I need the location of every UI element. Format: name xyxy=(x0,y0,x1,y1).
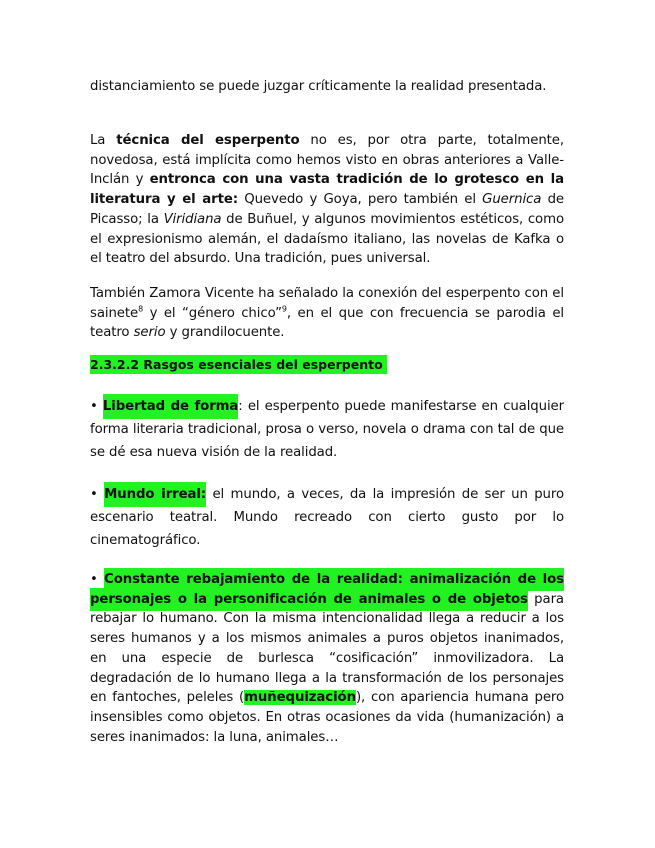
italic-guernica: Guernica xyxy=(482,192,542,208)
italic-serio: serio xyxy=(133,325,166,341)
bullet-dot: • xyxy=(90,572,98,587)
bullet-mundo xyxy=(90,483,564,552)
text-run: el esperpento puede manifestarse en cualquier forma literaria tradicional, prosa o verso, novela o drama con tal de que se dé esa nueva visión de la realidad. xyxy=(90,399,564,460)
label-libertad: Libertad de forma xyxy=(103,394,238,419)
text-run: : xyxy=(238,399,243,414)
section-heading xyxy=(90,355,387,374)
highlight-munequizacion: muñequización xyxy=(244,690,356,706)
text-run: Quevedo y Goya, pero también el xyxy=(237,192,483,208)
text-run: de Buñuel, y algunos movimientos estéticos, como el expresionismo alemán, el dadaísmo italiano, las novelas de Kafka o el teatro del absurdo. Una tradición, pues universal. xyxy=(90,211,564,267)
text-run: y el “género chico” xyxy=(143,305,282,321)
footnote-ref-8[interactable]: 8 xyxy=(138,304,144,314)
italic-viridiana: Viridiana xyxy=(163,211,222,227)
bullet-rebajamiento xyxy=(90,570,564,747)
heading-text: 2.3.2.2 Rasgos esenciales del esperpento xyxy=(90,355,387,374)
intro-text: distanciamiento se puede juzgar críticamente la realidad presentada. xyxy=(90,79,547,94)
text-run: ), con apariencia humana pero insensibles como objetos. En otras ocasiones da vida (humanización) a seres inanimados: la luna, animales… xyxy=(90,690,565,745)
paragraph-technique xyxy=(90,131,564,269)
text-run: También Zamora Vicente ha señalado la conexión del esperpento con el sainete xyxy=(90,286,564,321)
footnote-ref-9[interactable]: 9 xyxy=(281,304,287,314)
text-run: el mundo, a veces, da la impresión de ser un puro escenario teatral. Mundo recreado con cierto gusto por lo cinematográfico. xyxy=(90,487,564,548)
text-run: para rebajar lo humano. Con la misma intencionalidad llega a reducir a los seres humanos y a los mismos animales a puros objetos inanimados, en una especie de burlesca “cosificación” inmovilizadora. La degradación de lo humano llega a la transformación de los personajes en fantoches, peleles ( xyxy=(90,591,564,706)
text-run: y grandilocuente. xyxy=(165,325,285,341)
text-run: La xyxy=(90,133,117,148)
label-rebajamiento: Constante rebajamiento de la realidad: animalización de los personajes o la personificación de animales o de objetos xyxy=(90,568,564,611)
bullet-libertad xyxy=(90,395,564,464)
paragraph-zamora xyxy=(90,284,564,343)
text-run: , en el que con frecuencia se parodia el teatro xyxy=(90,305,564,341)
bold-technique: técnica del esperpento xyxy=(116,133,300,148)
text-run: de Picasso; la xyxy=(90,192,564,227)
paragraph-intro xyxy=(90,77,564,97)
bold-tradition: entronca con una vasta tradición de lo grotesco en la literatura y el arte: xyxy=(90,172,564,208)
bullet-dot: • xyxy=(90,487,98,502)
text-run: no es, por otra parte, totalmente, novedosa, está implícita como hemos visto en obras anteriores a Valle- Inclán y xyxy=(90,133,565,188)
bullet-dot: • xyxy=(90,399,98,414)
label-mundo: Mundo irreal: xyxy=(104,482,206,507)
